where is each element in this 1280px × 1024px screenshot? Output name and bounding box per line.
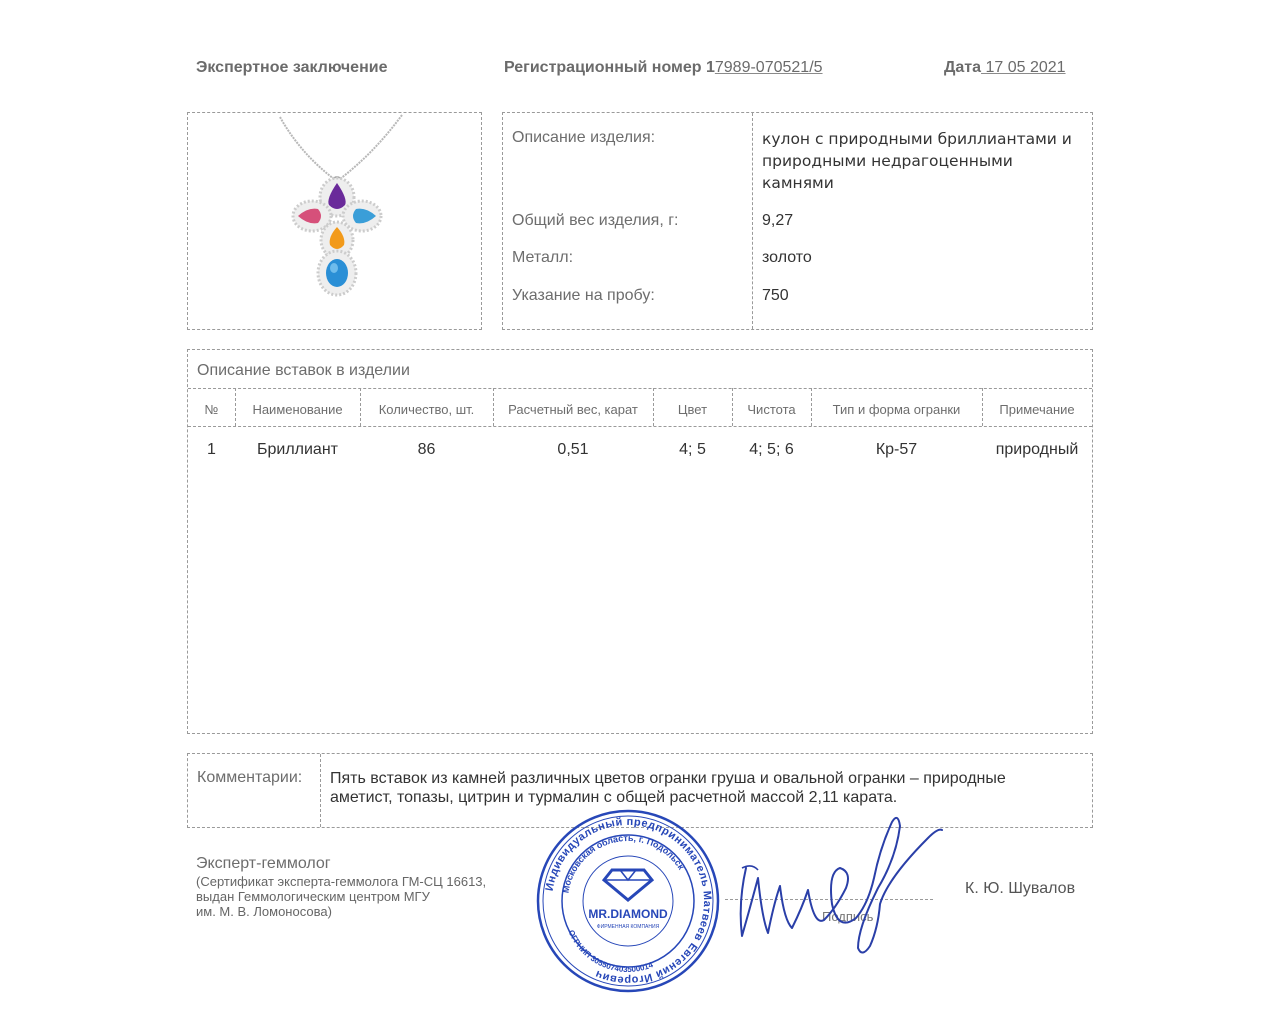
stamp-ogrnip: ОГРНИП 305507403500014 [566,928,655,975]
stamp-brand-sub: ФИРМЕННАЯ КОМПАНИЯ [596,924,660,930]
col-header-number: № [204,402,219,417]
registration-value: 7989-070521/5 [714,59,823,76]
metal-value: золото [762,249,812,266]
product-photo-frame [187,112,482,330]
cert-line-1: (Сертификат эксперта-геммолога ГМ-СЦ 16613, [196,874,487,889]
expert-certificate [196,874,486,919]
cell-quantity: 86 [417,441,436,458]
document-date [944,59,1066,77]
expert-title: Эксперт-геммолог [196,855,331,872]
metal-label: Металл: [512,249,574,266]
cert-line-2: выдан Геммологическим центром МГУ [196,889,430,904]
col-header-cut: Тип и форма огранки [832,402,961,417]
item-description-value: кулон с природными бриллиантами и природными недрагоценными камнями [762,130,1072,192]
cell-clarity: 4; 5; 6 [749,441,794,458]
cert-line-3: им. М. В. Ломоносова) [196,904,332,919]
cell-name: Бриллиант [256,441,338,458]
item-weight-value: 9,27 [762,212,794,229]
col-header-color: Цвет [677,402,708,417]
registration-label: Регистрационный номер 1 [504,59,715,76]
comments-text [330,769,1006,807]
stamp-brand: MR.DIAMOND [588,907,668,921]
date-value: 17 05 2021 [981,59,1066,76]
registration-number [504,59,823,77]
cell-weight: 0,51 [557,441,589,458]
item-description-label: Описание изделия: [512,129,656,146]
inserts-title: Описание вставок в изделии [197,362,410,379]
pendant-image [188,113,481,329]
col-header-weight: Расчетный вес, карат [508,402,638,417]
company-stamp [528,808,728,994]
expert-name: К. Ю. Шувалов [965,880,1076,897]
cell-number: 1 [207,441,216,458]
stamp-outer-text: Индивидуальный предприниматель Матвеев Евгений Игоревич [543,815,714,987]
date-label: Дата [944,59,982,76]
cell-cut: Кр-57 [875,441,918,458]
item-description-panel [502,112,1093,330]
cell-note: природный [995,441,1079,458]
stamp-inner-text: Московская область, г. Подольск [560,832,687,894]
col-header-clarity: Чистота [747,402,796,417]
svg-text:ОГРНИП 305507403500014 [567,929,655,974]
document-title: Экспертное заключение [196,59,388,76]
col-header-quantity: Количество, шт. [378,402,475,417]
col-header-name: Наименование [252,402,343,417]
cell-color: 4; 5 [679,441,706,458]
assay-value: 750 [762,287,789,304]
diamond-logo-icon [604,870,652,900]
item-weight-label: Общий вес изделия, г: [512,212,679,229]
handwritten-signature [728,808,943,958]
comments-label: Комментарии: [197,769,303,786]
comments-line-1: Пять вставок из камней различных цветов огранки груша и овальной огранки – природные [330,770,1006,787]
col-header-note: Примечание [999,402,1075,417]
comments-line-2: аметист, топазы, цитрин и турмалин с общей расчетной массой 2,11 карата. [330,789,898,806]
assay-label: Указание на пробу: [512,287,655,304]
signature-label: Подпись [822,909,874,924]
